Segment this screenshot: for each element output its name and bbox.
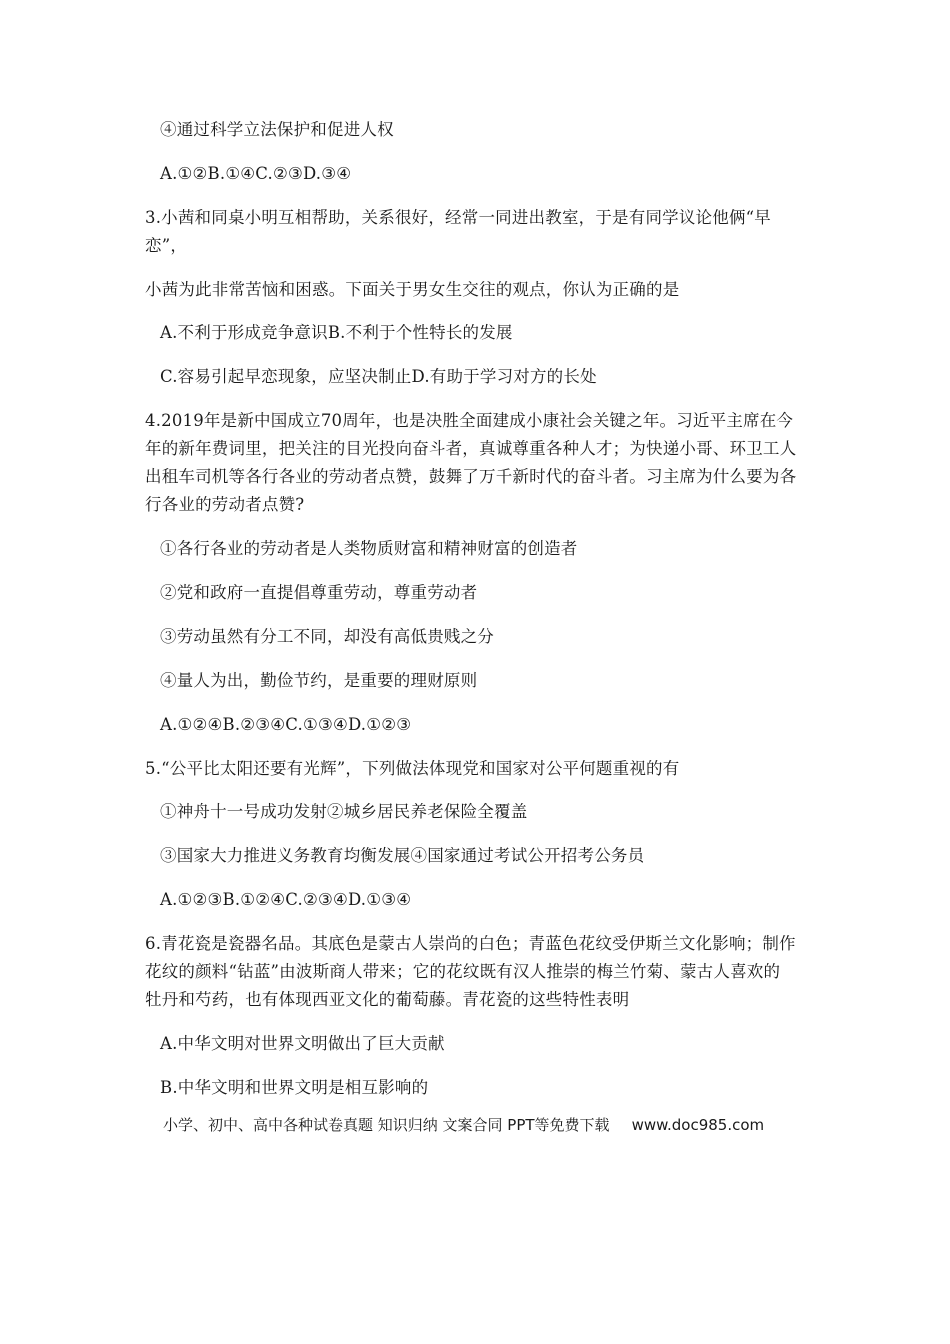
answer-choices: A.①②④B.②③④C.①③④D.①②③ [160,715,412,734]
answer-choices: A.①②B.①④C.②③D.③④ [160,164,352,183]
question-3-text: 3.小茜和同桌小明互相帮助，关系很好，经常一同进出教室，于是有同学议论他俩“早 [145,208,771,227]
question-6-text: 牡丹和芍药，也有体现西亚文化的葡萄藤。青花瓷的这些特性表明 [145,990,630,1009]
answer-choice: B.中华文明和世界文明是相互影响的 [160,1078,429,1097]
answer-choices: A.①②③B.①②④C.②③④D.①③④ [160,890,412,909]
question-6-text: 6.青花瓷是瓷器名品。其底色是蒙古人崇尚的白色；青蓝色花纹受伊斯兰文化影响；制作 [145,934,796,953]
footer-url[interactable]: www.doc985.com [631,1116,765,1134]
answer-choice: A.中华文明对世界文明做出了巨大贡献 [160,1034,445,1053]
question-3-text: 恋”， [145,236,188,255]
option-line: ①神舟十一号成功发射②城乡居民养老保险全覆盖 [160,802,528,821]
option-line: ③国家大力推进义务教育均衡发展④国家通过考试公开招考公务员 [160,846,645,865]
question-6-text: 花纹的颜料“钻蓝”由波斯商人带来；它的花纹既有汉人推崇的梅兰竹菊、蒙古人喜欢的 [145,962,781,981]
option-line: ②党和政府一直提倡尊重劳动，尊重劳动者 [160,583,478,602]
question-3-text: 小茜为此非常苦恼和困惑。下面关于男女生交往的观点，你认为正确的是 [145,280,680,299]
question-4-text: 出租车司机等各行各业的劳动者点赞，鼓舞了万千新时代的奋斗者。习主席为什么要为各 [145,467,797,486]
question-4-text: 行各业的劳动者点赞? [145,495,305,514]
option-line: ④通过科学立法保护和促进人权 [160,120,394,139]
option-line: ③劳动虽然有分工不同，却没有高低贵贱之分 [160,627,494,646]
footer-text: 小学、初中、高中各种试卷真题 知识归纳 文案合同 PPT等免费下载 [163,1116,610,1134]
question-4-text: 年的新年费词里，把关注的目光投向奋斗者，真诚尊重各种人才；为快递小哥、环卫工人 [145,439,797,458]
page-footer [163,1115,764,1135]
option-line: ④量人为出，勤俭节约，是重要的理财原则 [160,671,478,690]
answer-choices: C.容易引起早恋现象，应坚决制止D.有助于学习对方的长处 [160,367,597,386]
question-4-text: 4.2019年是新中国成立70周年，也是决胜全面建成小康社会关键之年。习近平主席在今 [145,411,794,430]
answer-choices: A.不利于形成竞争意识B.不利于个性特长的发展 [160,323,513,342]
question-5-text: 5.“公平比太阳还要有光辉”，下列做法体现党和国家对公平何题重视的有 [145,759,680,778]
option-line: ①各行各业的劳动者是人类物质财富和精神财富的创造者 [160,539,578,558]
